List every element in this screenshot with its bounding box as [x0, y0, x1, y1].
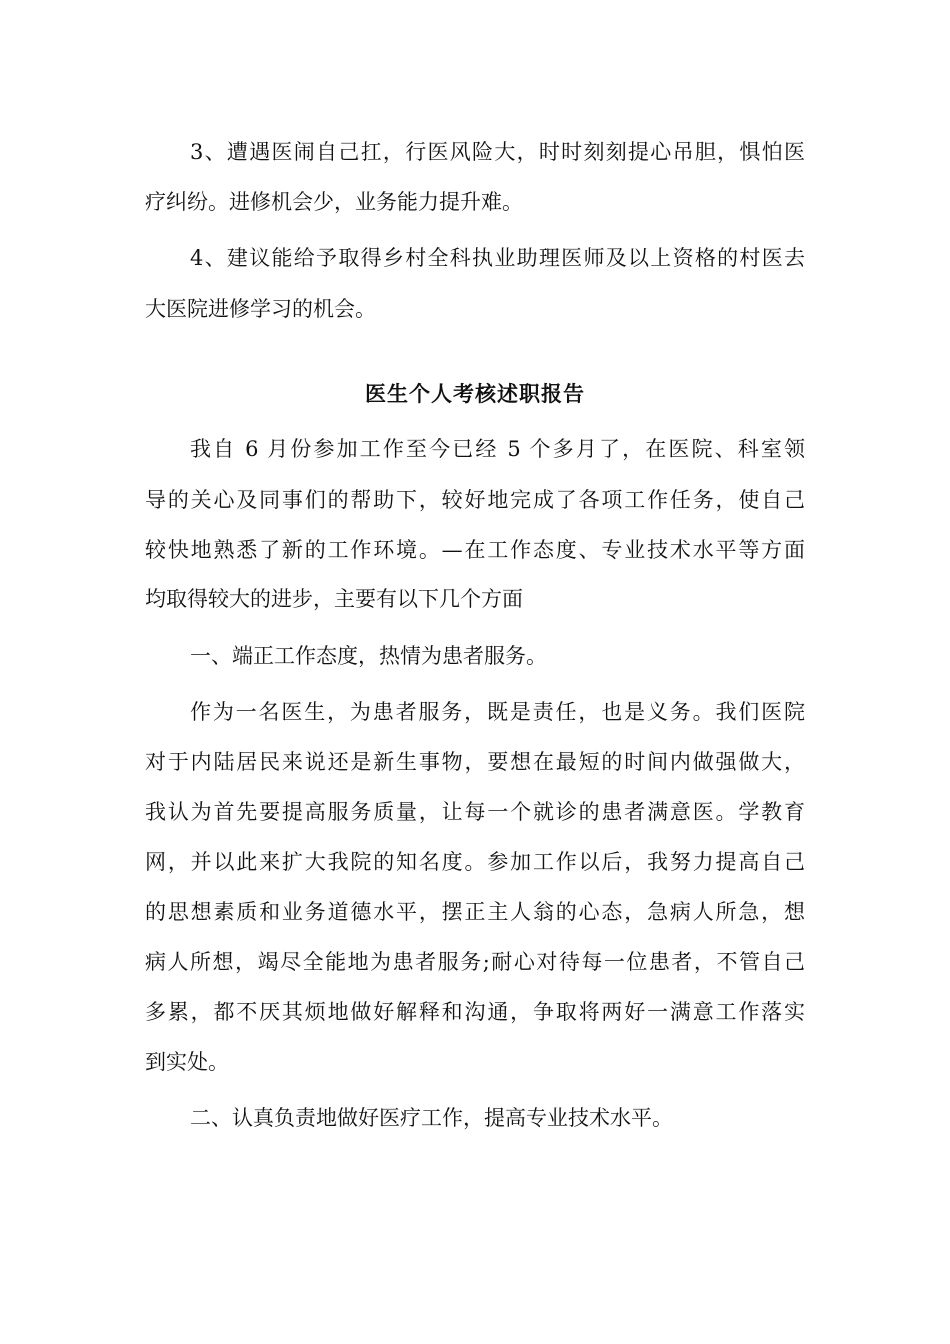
section-1-heading: 一、端正工作态度，热情为患者服务。: [190, 644, 547, 668]
intro-line-2: 导的关心及同事们的帮助下，较好地完成了各项工作任务，使自己: [145, 488, 805, 512]
section-1-line-7: 多累，都不厌其烦地做好解释和沟通，争取将两好一满意工作落实: [145, 1000, 805, 1024]
intro-line-3: 较快地熟悉了新的工作环境。—在工作态度、专业技术水平等方面: [145, 538, 805, 562]
section-1-line-1: 作为一名医生，为患者服务，既是责任，也是义务。我们医院: [190, 700, 805, 724]
paragraph-3-line-2: 疗纠纷。进修机会少，业务能力提升难。: [145, 190, 523, 214]
section-1-line-2: 对于内陆居民来说还是新生事物，要想在最短的时间内做强做大，: [145, 750, 805, 774]
section-1-line-5: 的思想素质和业务道德水平，摆正主人翁的心态，急病人所急，想: [145, 900, 805, 924]
intro-line-4: 均取得较大的进步，主要有以下几个方面: [145, 587, 523, 611]
section-2-heading: 二、认真负责地做好医疗工作，提高专业技术水平。: [190, 1106, 673, 1130]
paragraph-4-line-2: 大医院进修学习的机会。: [145, 297, 376, 321]
document-title: 医生个人考核述职报告: [365, 381, 585, 406]
paragraph-4-line-1: 4、建议能给予取得乡村全科执业助理医师及以上资格的村医去: [190, 246, 805, 270]
paragraph-3-line-1: 3、遭遇医闹自己扛，行医风险大，时时刻刻提心吊胆，惧怕医: [190, 140, 805, 164]
section-1-line-3: 我认为首先要提高服务质量，让每一个就诊的患者满意医。学教育: [145, 800, 805, 824]
section-1-line-4: 网，并以此来扩大我院的知名度。参加工作以后，我努力提高自己: [145, 850, 805, 874]
intro-line-1: 我自 6 月份参加工作至今已经 5 个多月了，在医院、科室领: [190, 437, 805, 461]
section-1-line-6: 病人所想，竭尽全能地为患者服务;耐心对待每一位患者，不管自己: [145, 950, 805, 974]
section-1-line-8: 到实处。: [145, 1050, 229, 1074]
